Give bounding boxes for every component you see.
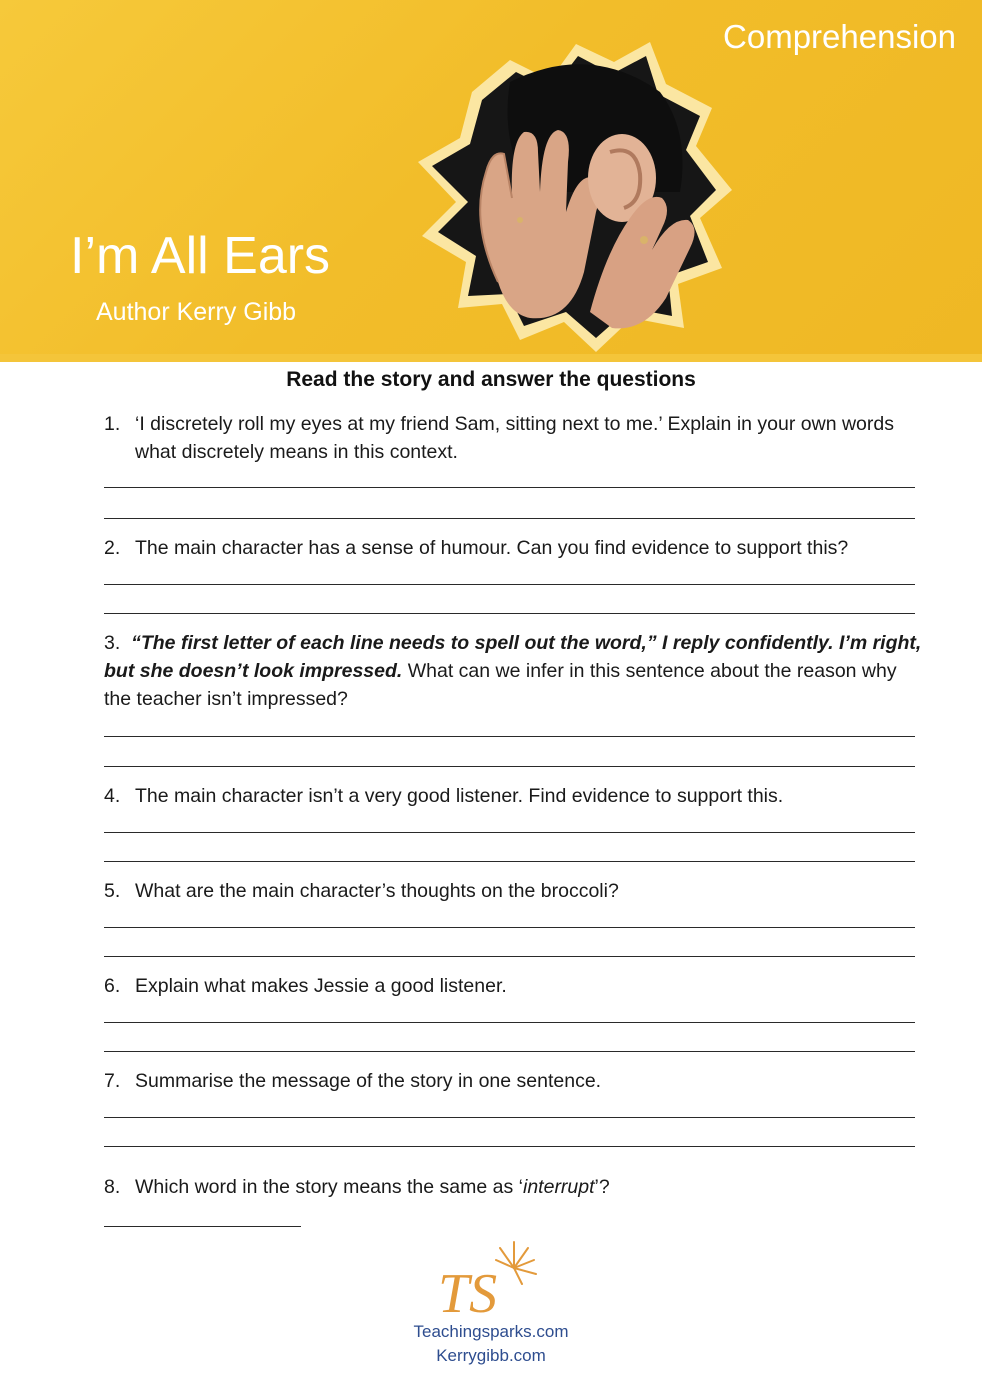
question-8 <box>104 1173 924 1201</box>
site-link-teachingsparks[interactable]: Teachingsparks.com <box>413 1322 569 1341</box>
answer-line[interactable] <box>104 927 915 928</box>
question-text: The main character isn’t a very good listener. Find evidence to support this. <box>135 785 784 807</box>
question-1 <box>104 410 924 466</box>
answer-line[interactable] <box>104 832 915 833</box>
question-number: 4. <box>104 785 121 807</box>
teachingsparks-logo-icon <box>430 1238 540 1322</box>
ear-photo-icon <box>400 22 740 360</box>
answer-line[interactable] <box>104 1117 915 1118</box>
question-6 <box>104 972 924 1000</box>
answer-line[interactable] <box>104 1146 915 1147</box>
question-text-end: ’? <box>594 1176 610 1198</box>
question-3 <box>104 629 924 713</box>
header-banner <box>0 0 982 362</box>
site-link-kerrygibb[interactable]: Kerrygibb.com <box>436 1346 546 1365</box>
answer-line[interactable] <box>104 861 915 862</box>
question-text: What are the main character’s thoughts on the broccoli? <box>135 880 619 902</box>
question-number: 3. <box>104 632 121 654</box>
answer-line[interactable] <box>104 487 915 488</box>
question-number: 6. <box>104 975 121 997</box>
answer-line[interactable] <box>104 956 915 957</box>
story-quote: “The first letter of each line needs to spell out the word,” I reply confidently. I’m right, but she doesn’t look impressed. <box>104 632 922 682</box>
question-number: 8. <box>104 1176 121 1198</box>
answer-line[interactable] <box>104 584 915 585</box>
answer-line[interactable] <box>104 1022 915 1023</box>
banner-bottom-band <box>0 354 982 362</box>
question-italic-word: interrupt <box>523 1176 595 1198</box>
answer-line-short[interactable] <box>104 1226 301 1227</box>
answer-line[interactable] <box>104 613 915 614</box>
question-number: 2. <box>104 537 121 559</box>
question-text: Summarise the message of the story in one sentence. <box>135 1070 602 1092</box>
category-label: Comprehension <box>723 18 956 55</box>
question-number: 5. <box>104 880 121 902</box>
question-text: The main character has a sense of humour. Can you find evidence to support this? <box>135 537 849 559</box>
question-7 <box>104 1067 924 1095</box>
question-number: 7. <box>104 1070 121 1092</box>
question-text: Which word in the story means the same as ‘ <box>135 1176 523 1198</box>
question-number: 1. <box>104 413 121 435</box>
instructions-heading: Read the story and answer the questions <box>286 368 696 391</box>
author-label: Author Kerry Gibb <box>96 298 297 326</box>
logo-text: TS <box>438 1263 498 1322</box>
answer-line[interactable] <box>104 518 915 519</box>
answer-line[interactable] <box>104 766 915 767</box>
question-2 <box>104 534 924 562</box>
answer-line[interactable] <box>104 1051 915 1052</box>
page-title: I’m All Ears <box>70 227 331 285</box>
question-text: ‘I discretely roll my eyes at my friend Sam, sitting next to me.’ Explain in your own words what discretely means in this context. <box>135 413 894 463</box>
question-4 <box>104 782 924 810</box>
answer-line[interactable] <box>104 736 915 737</box>
question-text: What can we infer in this sentence about the reason why the teacher isn’t impressed? <box>104 660 897 710</box>
question-5 <box>104 877 924 905</box>
question-text: Explain what makes Jessie a good listener. <box>135 975 507 997</box>
